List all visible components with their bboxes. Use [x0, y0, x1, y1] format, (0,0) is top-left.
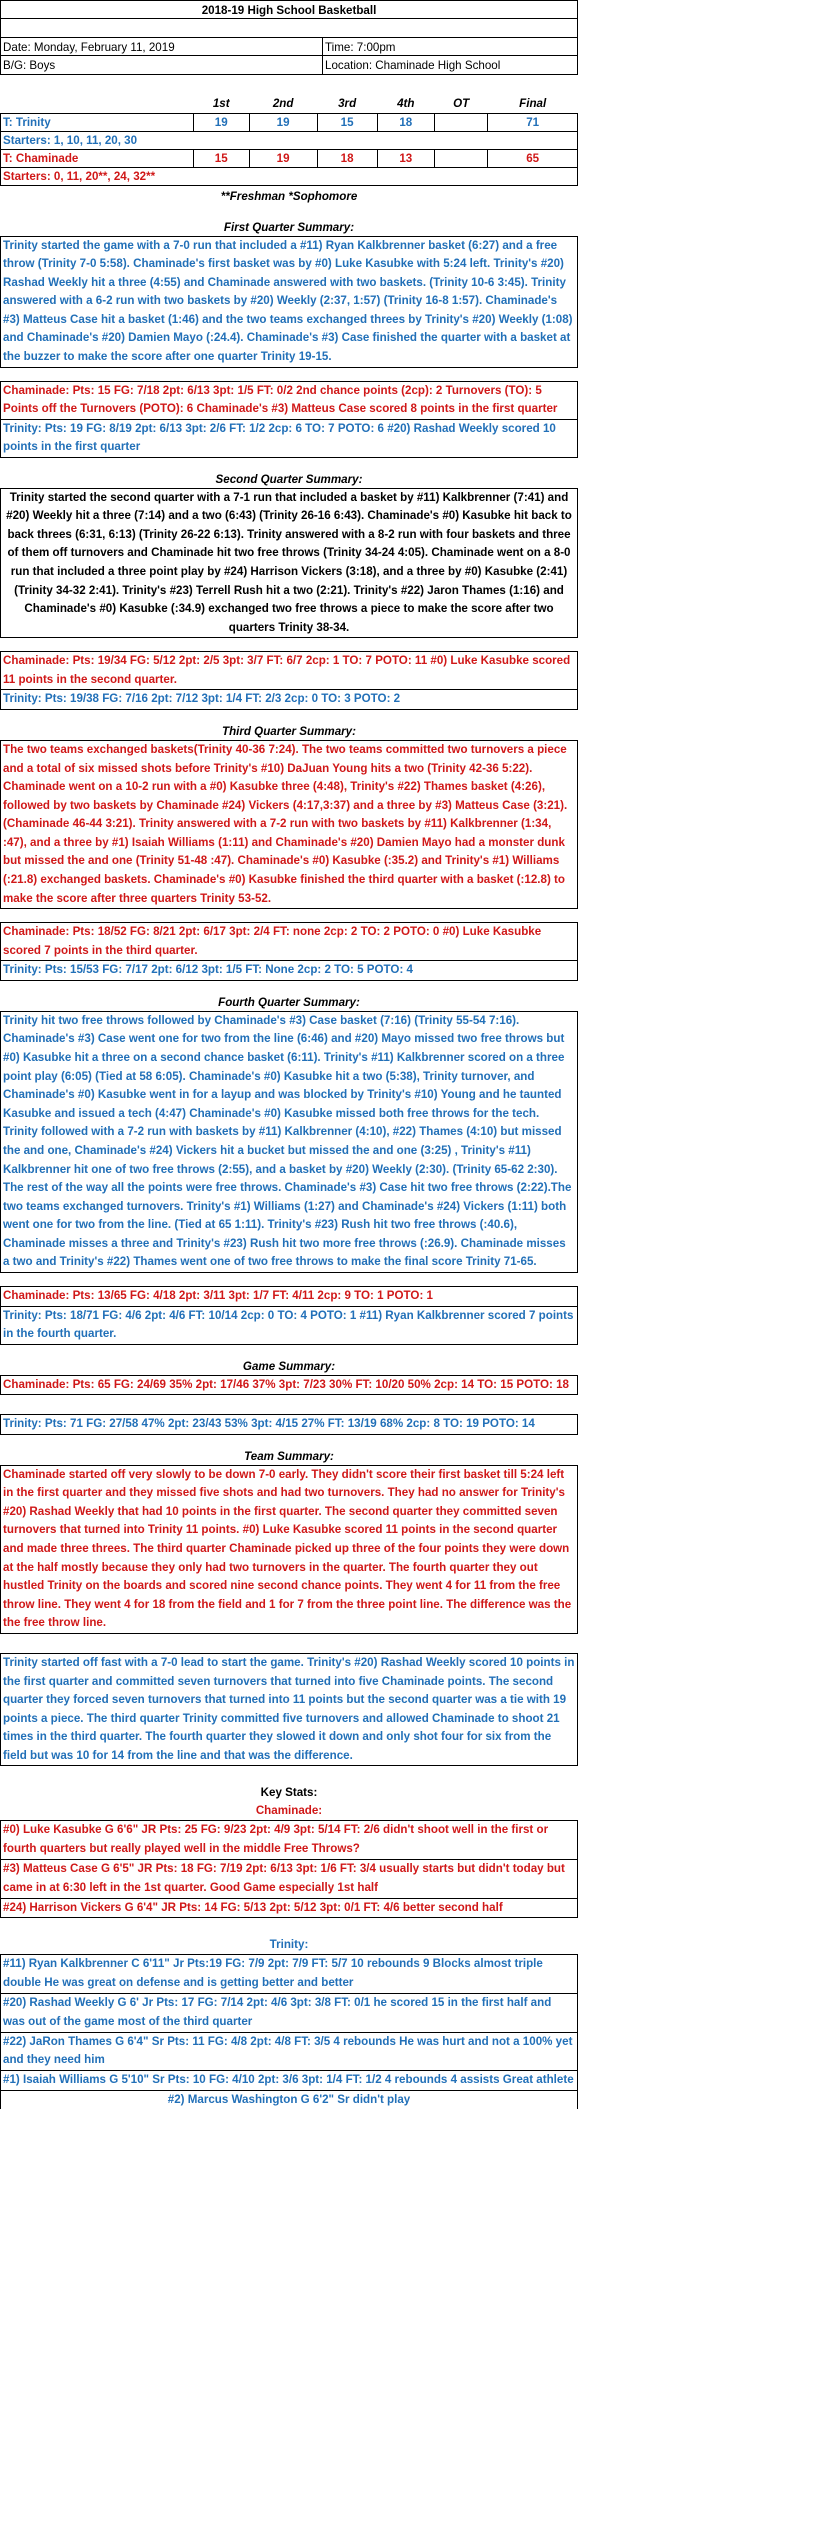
trinity-q2: 19	[249, 113, 317, 131]
division: B/G: Boys	[1, 56, 323, 74]
key-player-thames: #22) JaRon Thames G 6'4" Sr Pts: 11 FG: 4/8 2pt: 4/8 FT: 3/5 4 rebounds He was hurt and not a 100% yet and they need him	[0, 2033, 578, 2072]
q1-summary: Trinity started the game with a 7-0 run that included a #11) Ryan Kalkbrenner basket (6:27) and a free throw (Trinity 7-0 5:58). Chaminade's first basket was by #0) Luke Kasubke with 5:24 left. Trinity's #20) Rashad Weekly hit a three (4:55) and Chaminade answered with two baskets. (Trinity 10-6 3:45). Trinity answered with a 6-2 run with two baskets by #20) Weekly (2:37, 1:57) (Trinity 16-8 1:57). Chaminade's #3) Matteus Case hit a basket (1:46) and the two teams exchanged threes by Trinity's #20) Weekly (1:08) and Chaminade's #20) Damien Mayo (:24.4). Chaminade's #3) Case finished the quarter with a basket at the buzzer to make the score after one quarter Trinity 19-15.	[0, 236, 578, 368]
header-q2: 2nd	[249, 95, 317, 113]
trinity-q4: 18	[377, 113, 435, 131]
game-time: Time: 7:00pm	[325, 41, 396, 54]
score-table	[0, 95, 578, 186]
date-time-row	[0, 37, 578, 56]
key-player-vickers: #24) Harrison Vickers G 6'4" JR Pts: 14 FG: 5/13 2pt: 5/12 3pt: 0/1 FT: 4/6 better second half	[0, 1899, 578, 1919]
q3-trinity-stats: Trinity: Pts: 15/53 FG: 7/17 2pt: 6/12 3pt: 1/5 FT: None 2cp: 2 TO: 5 POTO: 4	[0, 961, 578, 981]
q1-header: First Quarter Summary:	[223, 220, 355, 234]
chaminade-final: 65	[488, 149, 578, 167]
key-chaminade-header: Chaminade:	[255, 1804, 323, 1818]
header-q3: 3rd	[317, 95, 377, 113]
chaminade-q4: 13	[377, 149, 435, 167]
game-header: Game Summary:	[242, 1359, 336, 1373]
trinity-starters: Starters: 1, 10, 11, 20, 30	[1, 131, 578, 149]
header-q1: 1st	[194, 95, 250, 113]
q2-header: Second Quarter Summary:	[215, 472, 363, 486]
trinity-team-name: T: Trinity	[1, 113, 194, 131]
header-q4: 4th	[377, 95, 435, 113]
chaminade-starters: Starters: 0, 11, 20**, 24, 32**	[1, 167, 578, 185]
q2-trinity-stats: Trinity: Pts: 19/38 FG: 7/16 2pt: 7/12 3pt: 1/4 FT: 2/3 2cp: 0 TO: 3 POTO: 2	[0, 690, 578, 710]
team-chaminade-summary: Chaminade started off very slowly to be down 7-0 early. They didn't score their first basket till 5:24 left in the first quarter and they missed five shots and had two turnovers. They had no answer for Trinity's #20) Rashad Weekly that had 10 points in the first quarter. The second quarter they committed seven turnovers that turned into Trinity 11 points. #0) Luke Kasubke scored 11 points in the second quarter and made three threes. The third quarter Chaminade picked up three of the four points they were down at the half mostly because they only had two turnovers in the quarter. The fourth quarter they out hustled Trinity on the boards and scored nine second chance points. They went 4 for 11 from the free throw line. They went 4 for 18 from the field and 1 for 7 from the three point line. The difference was the the free throw line.	[0, 1465, 578, 1634]
header-ot: OT	[435, 95, 488, 113]
chaminade-score-row	[1, 149, 578, 167]
q3-chaminade-stats: Chaminade: Pts: 18/52 FG: 8/21 2pt: 6/17 3pt: 2/4 FT: none 2cp: 2 TO: 2 POTO: 0 #0) Luke Kasubke scored 7 points in the third quarter.	[0, 922, 578, 961]
game-date: Date: Monday, February 11, 2019	[1, 38, 323, 55]
sheet-title: 2018-19 High School Basketball	[0, 0, 578, 19]
chaminade-q2: 19	[249, 149, 317, 167]
trinity-q1: 19	[194, 113, 250, 131]
q4-header: Fourth Quarter Summary:	[218, 995, 360, 1009]
game-trinity-stats: Trinity: Pts: 71 FG: 27/58 47% 2pt: 23/43 53% 3pt: 4/15 27% FT: 13/19 68% 2cp: 8 TO: 19 POTO: 14	[0, 1414, 578, 1435]
header-final: Final	[488, 95, 578, 113]
division-location-row	[0, 56, 578, 75]
team-trinity-summary: Trinity started off fast with a 7-0 lead to start the game. Trinity's #20) Rashad Weekly scored 10 points in the first quarter and committed seven turnovers that turned into five Chaminade points. The second quarter they forced seven turnovers that turned into 11 points but the second quarter was a tie with 19 points a piece. The third quarter Trinity committed five turnovers and allowed Chaminade to shoot 21 times in the third quarter. The fourth quarter they slowed it down and only shot four for six from the field but was 10 for 14 from the line and that was the difference.	[0, 1653, 578, 1767]
chaminade-q3: 18	[317, 149, 377, 167]
q4-summary: Trinity hit two free throws followed by Chaminade's #3) Case basket (7:16) (Trinity 55-54 7:16). Chaminade's #3) Case went one for two from the line (6:46) and #20) Mayo missed two free throws but #0) Kasubke hit a three on a second chance basket (6:11). Trinity's #11) Kalkbrenner scored on a three point play (6:05) (Tied at 58 6:05). Chaminade's #0) Kasubke hit a two (5:38), Trinity turnover, and Chaminade's #0) Kasubke went in for a layup and was blocked by Trinity's #10) Young and he taunted Kasubke and issued a tech (4:47) Chaminade's #0) Kasubke missed both free throws for the tech. Trinity followed with a 7-2 run with baskets by #11) Kalkbrenner (4:10), #22) Thames (4:10) but missed the and one, Chaminade's #24) Vickers hit a bucket but missed the and one (3:25) , Trinity's #11) Kalkbrenner hit one of two free throws (2:55), and a basket by #20) Weekly (2:30). (Trinity 65-62 2:30). The rest of the way all the points were free throws. Chaminade's #3) Case hit two free throws (2:22).The two teams exchanged turnovers. Trinity's #1) Williams (1:27) and Chaminade's #24) Vickers (1:11) both went one for two from the line. (Tied at 65 1:11). Trinity's #23) Rush hit two free throws (:40.6), Chaminade misses a three and Trinity's #23) Rush hit two more free throws (:26.9). Chaminade misses a two and Trinity's #22) Thames went one of two free throws to make the final score Trinity 71-65.	[0, 1011, 578, 1273]
class-legend: **Freshman *Sophomore	[220, 189, 358, 203]
key-stats-header: Key Stats:	[260, 1786, 318, 1800]
trinity-ot	[435, 113, 488, 131]
spacer	[0, 19, 578, 37]
q4-chaminade-stats: Chaminade: Pts: 13/65 FG: 4/18 2pt: 3/11 3pt: 1/7 FT: 4/11 2cp: 9 TO: 1 POTO: 1	[0, 1286, 578, 1307]
key-player-kalkbrenner: #11) Ryan Kalkbrenner C 6'11" Jr Pts:19 FG: 7/9 2pt: 7/9 FT: 5/7 10 rebounds 9 Blocks almost triple double He was great on defense and is getting better and better	[0, 1954, 578, 1994]
key-player-case: #3) Matteus Case G 6'5" JR Pts: 18 FG: 7/19 2pt: 6/13 3pt: 1/6 FT: 3/4 usually starts but didn't today but came in at 6:30 left in the 1st quarter. Good Game especially 1st half	[0, 1860, 578, 1899]
key-player-kasubke: #0) Luke Kasubke G 6'6" JR Pts: 25 FG: 9/23 2pt: 4/9 3pt: 5/14 FT: 2/6 didn't shoot well in the first or fourth quarters but really played well in the middle Free Throws?	[0, 1820, 578, 1860]
q1-trinity-stats: Trinity: Pts: 19 FG: 8/19 2pt: 6/13 3pt: 2/6 FT: 1/2 2cp: 6 TO: 7 POTO: 6 #20) Rashad Weekly scored 10 points in the first quarter	[0, 420, 578, 458]
team-header: Team Summary:	[244, 1449, 334, 1463]
chaminade-ot	[435, 149, 488, 167]
game-location: Location: Chaminade High School	[325, 59, 501, 72]
key-player-williams: #1) Isaiah Williams G 5'10" Sr Pts: 10 FG: 4/10 2pt: 3/6 3pt: 1/4 FT: 1/2 4 rebounds 4 assists Great athlete	[0, 2071, 578, 2091]
trinity-final: 71	[488, 113, 578, 131]
q3-summary: The two teams exchanged baskets(Trinity 40-36 7:24). The two teams committed two turnovers a piece and a total of six missed shots before Trinity's #10) DaJuan Young hits a two (Trinity 42-36 5:22). Chaminade went on a 10-2 run with a #0) Kasubke three (4:48), Trinity's #22) Thames basket (4:26), followed by two baskets by Chaminade #24) Vickers (4:17,3:37) and a three by #3) Matteus Case (3:21). (Chaminade 46-44 3:21). Trinity answered with a 7-2 run with two baskets by #11) Kalkbrenner (1:34, :47), and a three by #1) Isaiah Williams (1:11) and Chaminade's #20) Damien Mayo had a monster dunk but missed the and one (Trinity 51-48 :47). Chaminade's #0) Kasubke (:35.2) and Trinity's #1) Williams (:21.8) exchanged baskets. Chaminade's #0) Kasubke finished the third quarter with a basket (:12.8) to make the score after three quarters Trinity 53-52.	[0, 740, 578, 909]
chaminade-team-name: T: Chaminade	[1, 149, 194, 167]
key-player-washington: #2) Marcus Washington G 6'2" Sr didn't play	[0, 2091, 578, 2109]
q3-header: Third Quarter Summary:	[221, 724, 356, 738]
q4-trinity-stats: Trinity: Pts: 18/71 FG: 4/6 2pt: 4/6 FT: 10/14 2cp: 0 TO: 4 POTO: 1 #11) Ryan Kalkbrenner scored 7 points in the fourth quarter.	[0, 1307, 578, 1345]
q2-summary: Trinity started the second quarter with a 7-1 run that included a basket by #11) Kalkbrenner (7:41) and #20) Weekly hit a three (7:14) and a two (6:43) (Trinity 26-16 6:43). Chaminade's #0) Kasubke hit back to back threes (6:31, 6:13) (Trinity 26-22 6:13). Trinity answered with a 8-2 run with four baskets and three of them off turnovers and Chaminade hit two free throws (Trinity 34-24 4:05). Chaminade went on a 8-0 run that included a three point play by #24) Harrison Vickers (3:18), and a three by #0) Kasubke (2:41) (Trinity 34-32 2:41). Trinity's #23) Terrell Rush hit a two (2:21). Trinity's #22) Jaron Thames (1:16) and Chaminade's #0) Kasubke (:34.9) exchanged two free throws a piece to make the score after two quarters Trinity 38-34.	[0, 488, 578, 639]
key-player-weekly: #20) Rashad Weekly G 6' Jr Pts: 17 FG: 7/14 2pt: 4/6 3pt: 3/8 FT: 0/1 he scored 15 in the first half and was out of the game most of the third quarter	[0, 1994, 578, 2033]
q1-chaminade-stats: Chaminade: Pts: 15 FG: 7/18 2pt: 6/13 3pt: 1/5 FT: 0/2 2nd chance points (2cp): 2 Turnovers (TO): 5 Points off the Turnovers (POTO): 6 Chaminade's #3) Matteus Case scored 8 points in the first quarter	[0, 381, 578, 420]
game-chaminade-stats: Chaminade: Pts: 65 FG: 24/69 35% 2pt: 17/46 37% 3pt: 7/23 30% FT: 10/20 50% 2cp: 14 TO: 15 POTO: 18	[0, 1375, 578, 1396]
trinity-q3: 15	[317, 113, 377, 131]
trinity-score-row	[1, 113, 578, 131]
key-trinity-header: Trinity:	[269, 1938, 309, 1952]
chaminade-q1: 15	[194, 149, 250, 167]
q2-chaminade-stats: Chaminade: Pts: 19/34 FG: 5/12 2pt: 2/5 3pt: 3/7 FT: 6/7 2cp: 1 TO: 7 POTO: 11 #0) Luke Kasubke scored 11 points in the second quarter.	[0, 651, 578, 690]
